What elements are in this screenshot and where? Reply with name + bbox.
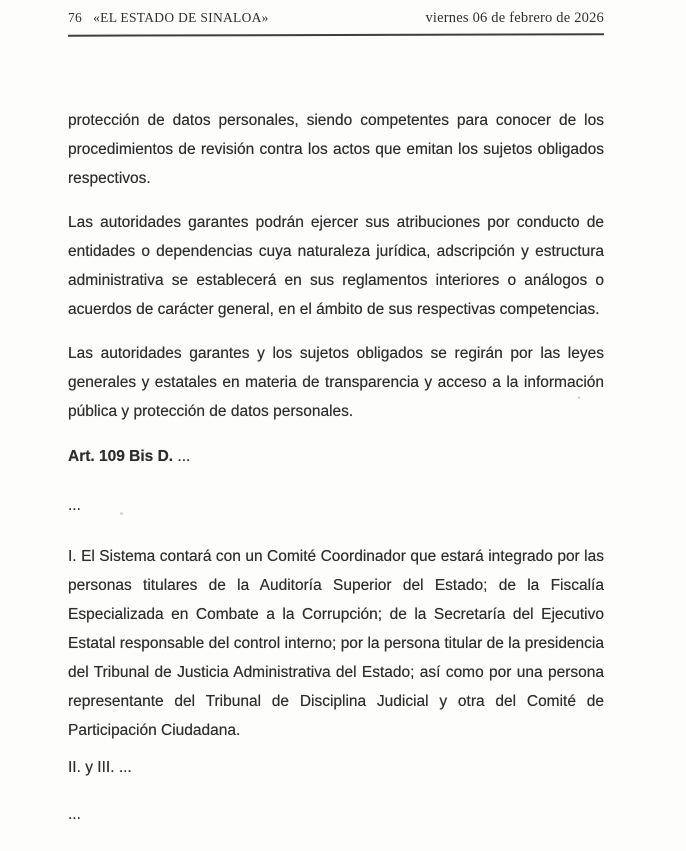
publication-title: «EL ESTADO DE SINALOA» — [93, 10, 269, 25]
scan-artifact: ' — [578, 395, 581, 407]
paragraph-autoridades-leyes: Las autoridades garantes y los sujetos obligados se regirán por las leyes generales y estatales en materia de transparencia y acceso a la información pública y protección de datos personales. — [68, 345, 604, 420]
issue-date: viernes 06 de febrero de 2026 — [425, 10, 604, 26]
header-left — [68, 10, 269, 26]
article-heading-dots: ... — [173, 448, 191, 465]
paragraph-proteccion-datos: protección de datos personales, siendo competentes para conocer de los procedimientos de revisión contra los actos que emitan los sujetos obligados respectivos. — [68, 112, 604, 187]
document-body — [68, 106, 604, 829]
article-heading — [68, 442, 604, 471]
paragraph-fractions-two-three: II. y III. ... — [68, 759, 132, 776]
article-heading-label: Art. 109 Bis D. — [68, 448, 174, 465]
paragraph-fraction-one: I. El Sistema contará con un Comité Coordinador que estará integrado por las personas titulares de la Auditoría Superior del Estado; de la Fiscalía Especializada en Combate a la Corrupción; de la Secretaría del Ejecutivo Estatal responsable del control interno; por la persona titular de la presidencia del Tribunal de Justicia Administrativa del Estado; así como por una persona representante del Tribunal de Disciplina Judicial y otra del Comité de Participación Ciudadana. — [68, 548, 604, 739]
ellipsis-line: ... — [68, 806, 81, 823]
ellipsis-line: ... — [68, 497, 81, 514]
paragraph-autoridades-atribuciones: Las autoridades garantes podrán ejercer sus atribuciones por conducto de entidades o dependencias cuya naturaleza jurídica, adscripción y estructura administrativa se establecerá en sus reglamentos interiores o análogos o acuerdos de carácter general, en el ámbito de sus respectivas competencias. — [68, 214, 604, 318]
page-number: 76 — [68, 10, 83, 25]
header-rule — [68, 33, 604, 36]
page-header — [68, 10, 604, 27]
